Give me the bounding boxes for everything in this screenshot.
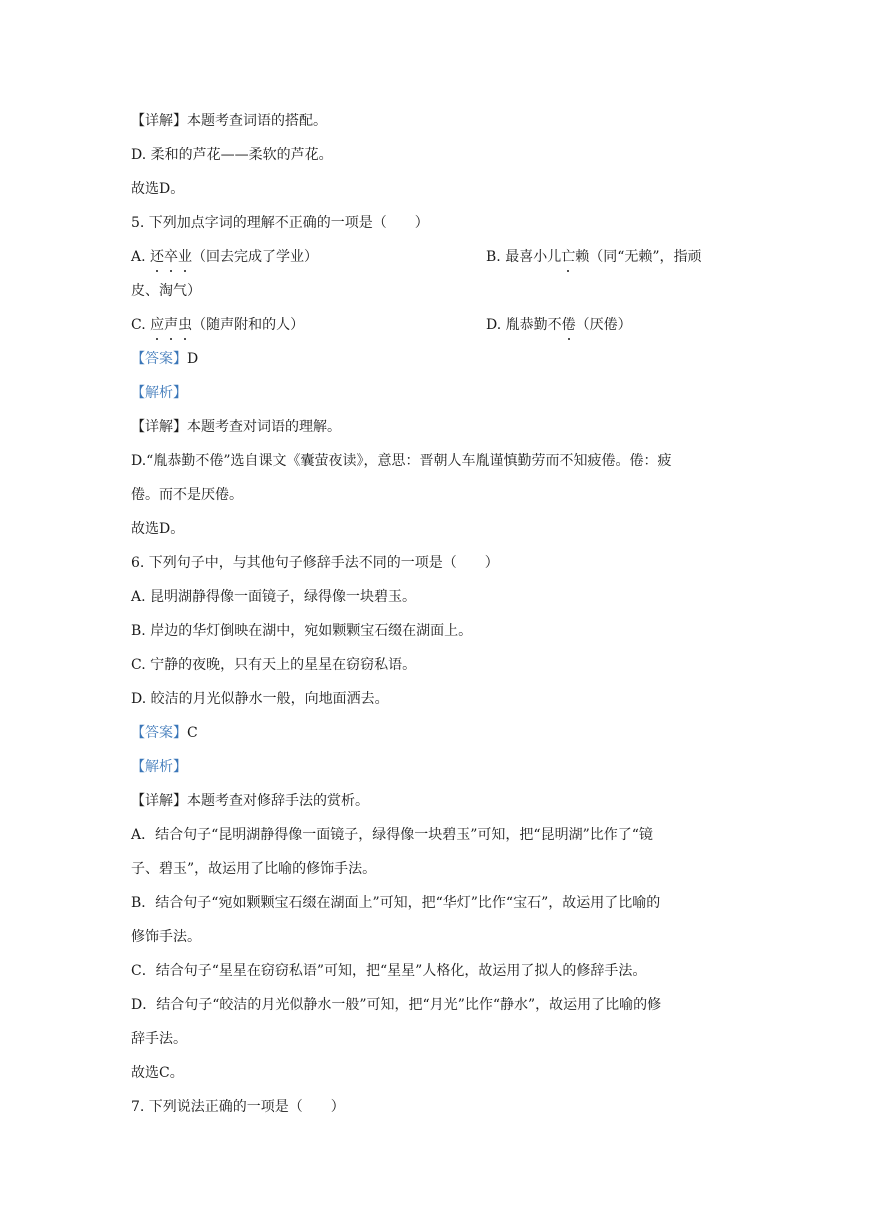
q5-explanation-line-2: 倦。而不是厌倦。 xyxy=(131,487,243,503)
dotted-char: 卒 xyxy=(164,249,179,265)
q6-detail: 【详解】本题考查对修辞手法的赏析。 xyxy=(131,793,369,809)
q5-option-a-gloss: （回去完成了学业） xyxy=(192,249,319,265)
dotted-char: 还 xyxy=(150,249,165,265)
q5-option-d-prefix: D. 胤恭勤不 xyxy=(486,317,562,333)
q5-detail: 【详解】本题考查对词语的理解。 xyxy=(131,419,341,435)
q5-option-c-label: C. xyxy=(131,317,151,333)
q6-explanation-c: C．结合句子“星星在窃窃私语”可知，把“星星”人格化，故运用了拟人的修辞手法。 xyxy=(131,963,647,979)
q4-option-d-explanation: D. 柔和的芦花——柔软的芦花。 xyxy=(131,147,333,163)
q5-option-d xyxy=(486,315,632,335)
q5-option-c xyxy=(131,315,304,335)
q6-explanation-b-line-2: 修饰手法。 xyxy=(131,929,201,945)
answer-value: D xyxy=(187,351,199,367)
answer-value: C xyxy=(187,725,198,741)
q5-question: 5. 下列加点字词的理解不正确的一项是（ ） xyxy=(131,215,429,231)
q6-explanation-b-line-1: B．结合句子“宛如颗颗宝石缀在湖面上”可知，把“华灯”比作“宝石”，故运用了比喻的 xyxy=(131,895,661,911)
q5-analysis-label: 【解析】 xyxy=(131,385,187,401)
dotted-char: 声 xyxy=(164,317,179,333)
q6-explanation-a-line-2: 子、碧玉”，故运用了比喻的修饰手法。 xyxy=(131,861,377,877)
q6-conclusion: 故选C。 xyxy=(131,1065,184,1081)
dotted-char: 应 xyxy=(150,317,165,333)
q6-option-a: A. 昆明湖静得像一面镜子，绿得像一块碧玉。 xyxy=(131,589,417,605)
q6-option-b: B. 岸边的华灯倒映在湖中，宛如颗颗宝石缀在湖面上。 xyxy=(131,623,473,639)
q6-answer xyxy=(131,723,198,743)
dotted-char: 业 xyxy=(178,249,193,265)
dotted-char: 倦 xyxy=(561,317,576,333)
q5-option-b-continued: 皮、淘气） xyxy=(131,283,201,299)
q5-option-a xyxy=(131,247,318,267)
q6-explanation-d-line-2: 辞手法。 xyxy=(131,1031,187,1047)
q6-option-c: C. 宁静的夜晚，只有天上的星星在窃窃私语。 xyxy=(131,657,417,673)
q6-analysis-label: 【解析】 xyxy=(131,759,187,775)
q4-detail: 【详解】本题考查词语的搭配。 xyxy=(131,113,327,129)
q6-question: 6. 下列句子中，与其他句子修辞手法不同的一项是（ ） xyxy=(131,555,499,571)
q5-conclusion: 故选D。 xyxy=(131,521,185,537)
q5-option-b-prefix: B. 最喜小儿 xyxy=(486,249,562,265)
q5-explanation-line-1: D.“胤恭勤不倦”选自课文《囊萤夜读》，意思：晋朝人车胤谨慎勤劳而不知疲倦。倦：疲 xyxy=(131,453,672,469)
answer-label: 【答案】 xyxy=(131,351,187,367)
q6-option-d: D. 皎洁的月光似静水一般，向地面洒去。 xyxy=(131,691,389,707)
q5-option-a-label: A. xyxy=(131,249,151,265)
dotted-char: 虫 xyxy=(178,317,193,333)
q5-answer xyxy=(131,349,198,369)
q6-explanation-d-line-1: D．结合句子“皎洁的月光似静水一般”可知，把“月光”比作“静水”，故运用了比喻的修 xyxy=(131,997,662,1013)
q4-conclusion: 故选D。 xyxy=(131,181,185,197)
q7-question: 7. 下列说法正确的一项是（ ） xyxy=(131,1099,345,1115)
q5-option-c-gloss: （随声附和的人） xyxy=(192,317,305,333)
q5-option-b-gloss: 赖（同“无赖”，指顽 xyxy=(575,249,702,265)
q6-explanation-a-line-1: A．结合句子“昆明湖静得像一面镜子，绿得像一块碧玉”可知，把“昆明湖”比作了“镜 xyxy=(131,827,653,843)
dotted-char: 亡 xyxy=(561,249,576,265)
q5-option-d-gloss: （厌倦） xyxy=(575,317,632,333)
answer-label: 【答案】 xyxy=(131,725,187,741)
q5-option-b xyxy=(486,247,702,267)
